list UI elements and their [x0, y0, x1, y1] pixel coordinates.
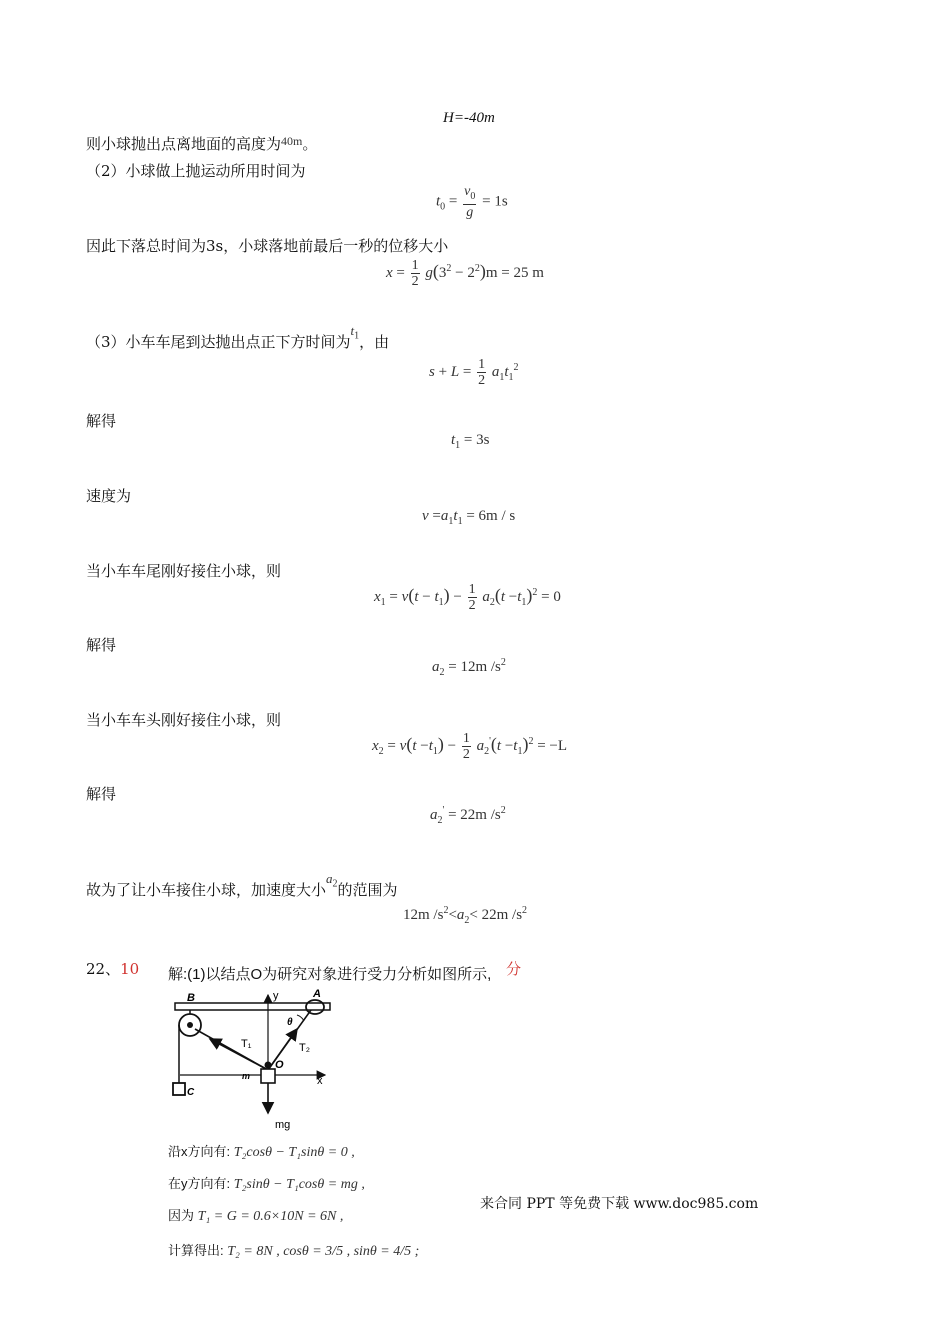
label-speed: 速度为 — [86, 487, 132, 505]
equation-displacement: x = $\frac{1}{2}$ $g(3^2 - 2^2)m = 25$ m — [386, 258, 544, 289]
block-c — [173, 1083, 185, 1095]
text: 的范围为 — [337, 881, 398, 899]
text: 计算得出: — [168, 1243, 224, 1258]
equation-range: 12m $/s^2<a_2< 22m$ $/s^2$ — [403, 905, 528, 926]
line-x-direction — [168, 1141, 355, 1161]
text: 故为了让小车接住小球，加速度大小 — [86, 881, 327, 899]
label-c: C — [187, 1087, 195, 1098]
label-m: m — [242, 1071, 251, 1081]
paragraph-tail-catch: 当小车车尾刚好接住小球，则 — [86, 562, 282, 580]
label-solve-1: 解得 — [86, 412, 117, 430]
force-diagram — [165, 985, 340, 1133]
solution-title: 解:(1)以结点O为研究对象进行受力分析如图所示, — [168, 966, 492, 983]
label-b: B — [187, 992, 195, 1004]
label-mg: mg — [275, 1119, 291, 1131]
equation-t1: $t_1 = 3s$ — [451, 432, 490, 451]
equation-t1-value: T₁ = G = 0.6×10N = 6N , — [197, 1209, 344, 1224]
text: ，由 — [359, 333, 390, 351]
line-because — [168, 1205, 343, 1225]
equation-t0: $t_0$ = $\frac{v_0}{g}$ = 1s — [436, 184, 508, 220]
label-t1: T₁ — [241, 1038, 252, 1050]
paragraph-range: 故为了让小车接住小球，加速度大小$a_2$的范围为 — [86, 871, 398, 899]
line-y-direction — [168, 1173, 365, 1193]
paragraph-part3: （3）小车车尾到达抛出点正下方时间为$t_1$，由 — [86, 323, 390, 351]
paragraph-height — [86, 133, 317, 154]
equation-x-direction: T₂cosθ − T₁sinθ = 0 , — [233, 1145, 355, 1160]
equation-x1: $x_1 = v(t - t_1)$ − $\frac{1}{2}$ $a_2(t -t_1)^2 = 0$ — [374, 582, 561, 613]
label-solve-3: 解得 — [86, 785, 117, 803]
paragraph-part2: （2）小球做上抛运动所用时间为 — [86, 162, 306, 180]
label-o: O — [275, 1059, 284, 1071]
height-value: 40m — [281, 134, 303, 148]
equation-x2: $x_2 = v(t -t_1)$ − $\frac{1}{2}$ $a_2'(t -t_1)^2 = -L$ — [372, 731, 568, 762]
question-number: 22、 — [86, 960, 121, 978]
label-solve-2: 解得 — [86, 636, 117, 654]
line-result — [168, 1240, 419, 1260]
equation-velocity: $v =a_1t_1 = 6m / s$ — [422, 508, 516, 527]
equation-result: T₂ = 8N , cosθ = 3/5 , sinθ = 4/5 ; — [227, 1244, 420, 1259]
watermark-text: 来合同 PPT 等免费下载 www.doc985.com — [480, 1196, 759, 1212]
score-value: 10 — [120, 960, 140, 978]
label-a: A — [313, 988, 321, 1000]
text: 。 — [302, 135, 318, 153]
paragraph-head-catch: 当小车车头刚好接住小球，则 — [86, 711, 282, 729]
equation-a2: $a_2 = 12m$ $/s^2$ — [432, 657, 506, 678]
text: 因为 — [168, 1208, 195, 1223]
mass-m — [261, 1069, 275, 1083]
label-theta: θ — [287, 1017, 293, 1028]
text: 沿x方向有: — [168, 1144, 231, 1159]
label-y: y — [273, 990, 279, 1002]
label-t2: T₂ — [299, 1042, 310, 1054]
text: 则小球抛出点离地面的高度为 — [86, 135, 282, 153]
score-unit: 分 — [506, 960, 522, 978]
height-equation: H=-40m — [443, 110, 495, 126]
arrow-t1 — [210, 1039, 268, 1070]
equation-s-plus-l: s + L = $\frac{1}{2}$ $a_1t_1^2$ — [429, 357, 519, 388]
label-x: x — [317, 1075, 323, 1087]
text: 在y方向有: — [168, 1176, 231, 1191]
equation-a2-prime: $a_2' = 22m$ $/s^2$ — [430, 805, 506, 826]
equation-y-direction: T₂sinθ − T₁cosθ = mg , — [233, 1177, 365, 1192]
question-22-number — [86, 958, 139, 979]
paragraph-fall-time: 因此下落总时间为3s，小球落地前最后一秒的位移大小 — [86, 237, 449, 255]
text: （3）小车车尾到达抛出点正下方时间为 — [86, 333, 351, 351]
